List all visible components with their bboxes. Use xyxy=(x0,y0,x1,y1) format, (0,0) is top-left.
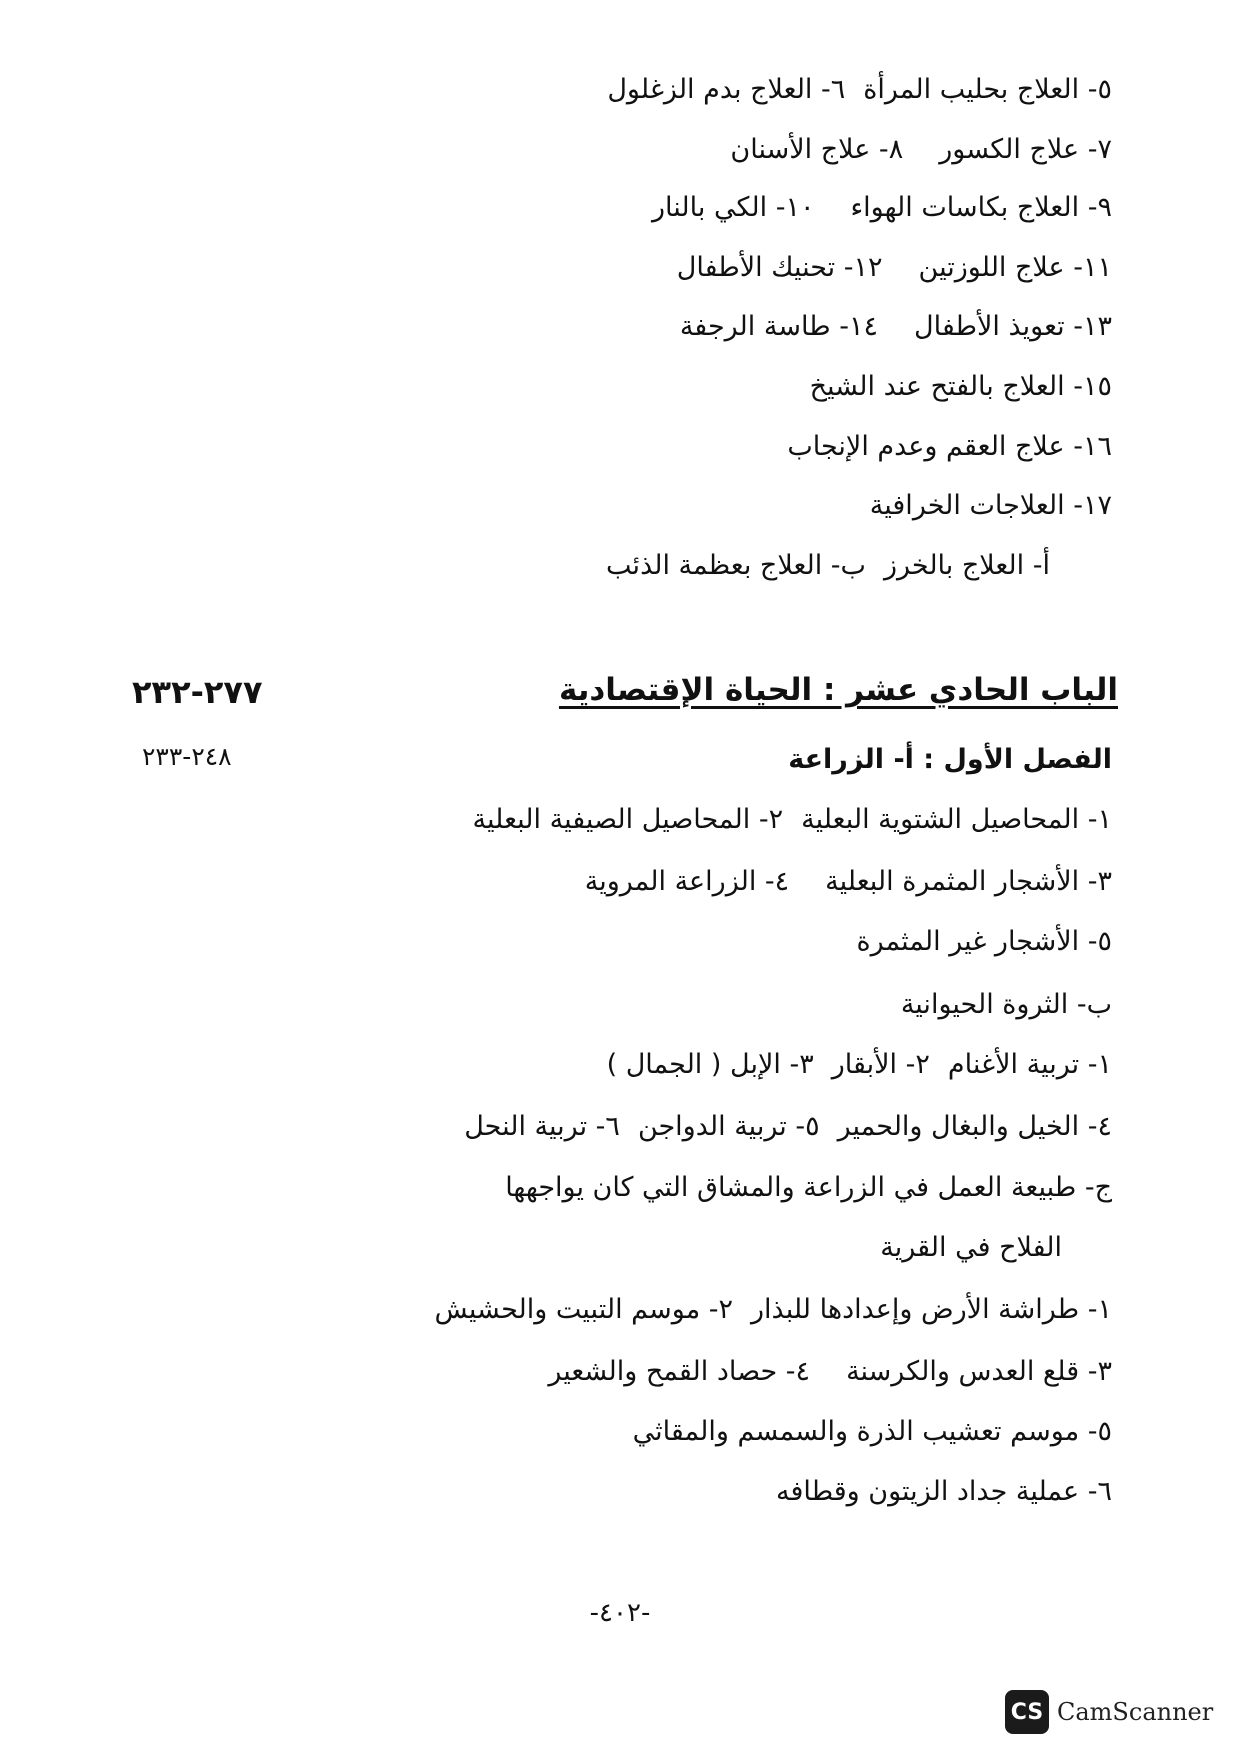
list-line xyxy=(606,546,1050,586)
list-entry: ١٦- علاج العقم وعدم الإنجاب xyxy=(787,431,1112,462)
list-line xyxy=(464,1107,1112,1147)
list-entry: ٢- الأبقار xyxy=(831,1049,930,1080)
list-line xyxy=(585,862,1112,902)
page-number: -٤٠٢- xyxy=(589,1598,651,1628)
list-line xyxy=(505,1168,1112,1208)
list-line xyxy=(607,70,1112,110)
list-entry: ٥- موسم تعشيب الذرة والسمسم والمقاثي xyxy=(632,1416,1112,1447)
list-entry: ٤- حصاد القمح والشعير xyxy=(548,1356,811,1387)
list-line xyxy=(730,130,1112,170)
list-line xyxy=(633,1412,1112,1452)
list-line xyxy=(880,1228,1062,1268)
list-entry: ٥- العلاج بحليب المرأة xyxy=(863,74,1112,105)
list-line xyxy=(607,1045,1112,1085)
list-entry: ب- العلاج بعظمة الذئب xyxy=(606,550,866,581)
list-entry: ٤- الزراعة المروية xyxy=(584,866,790,897)
list-entry: ٢- موسم التبيت والحشيش xyxy=(434,1294,733,1325)
list-entry: ١١- علاج اللوزتين xyxy=(918,252,1112,283)
list-entry: ٥- تربية الدواجن xyxy=(637,1111,820,1142)
list-entry: ١٥- العلاج بالفتح عند الشيخ xyxy=(809,371,1112,402)
list-entry: ١- طراشة الأرض وإعدادها للبذار xyxy=(751,1294,1112,1325)
list-line xyxy=(870,486,1112,526)
list-entry: ب- الثروة الحيوانية xyxy=(900,989,1112,1020)
list-entry: ٤- الخيل والبغال والحمير xyxy=(837,1111,1112,1142)
list-line xyxy=(677,248,1112,288)
list-entry: ٣- الإبل ( الجمال ) xyxy=(606,1049,814,1080)
list-entry: ٩- العلاج بكاسات الهواء xyxy=(850,192,1112,223)
list-line xyxy=(434,1290,1112,1330)
list-entry: ٦- تربية النحل xyxy=(464,1111,620,1142)
list-entry: الفلاح في القرية xyxy=(880,1232,1062,1263)
list-entry: ١٤- طاسة الرجفة xyxy=(679,311,878,342)
list-line xyxy=(856,922,1112,962)
section-title: الفصل الأول : أ- الزراعة xyxy=(788,744,1112,775)
list-entry: ١٠- الكي بالنار xyxy=(652,192,815,223)
list-line xyxy=(776,1472,1112,1512)
list-entry: ٥- الأشجار غير المثمرة xyxy=(856,926,1112,957)
camscanner-label: CamScanner xyxy=(1057,1698,1214,1726)
chapter-page-range: ٢٧٧-٢٣٢ xyxy=(132,673,263,711)
camscanner-watermark xyxy=(1005,1690,1213,1734)
list-line xyxy=(680,307,1112,347)
list-line xyxy=(787,427,1112,467)
list-entry: ٣- قلع العدس والكرسنة xyxy=(846,1356,1112,1387)
list-entry: ٨- علاج الأسنان xyxy=(730,134,904,165)
list-entry: أ- العلاج بالخرز xyxy=(883,550,1050,581)
list-entry: ٢- المحاصيل الصيفية البعلية xyxy=(472,804,784,835)
list-entry: ١٧- العلاجات الخرافية xyxy=(869,490,1112,521)
list-entry: ٦- العلاج بدم الزغلول xyxy=(607,74,846,105)
list-line xyxy=(548,1352,1112,1392)
list-line xyxy=(652,188,1112,228)
list-entry: ج- طبيعة العمل في الزراعة والمشاق التي كان يواجهها xyxy=(505,1172,1112,1203)
list-line xyxy=(473,800,1112,840)
section-title-line xyxy=(788,740,1112,780)
list-entry: ١٣- تعويذ الأطفال xyxy=(914,311,1112,342)
list-entry: ١- المحاصيل الشتوية البعلية xyxy=(801,804,1112,835)
section-page-range: ٢٤٨-٢٣٣ xyxy=(142,742,232,771)
list-line xyxy=(810,367,1112,407)
list-entry: ٦- عملية جداد الزيتون وقطافه xyxy=(775,1476,1112,1507)
list-line xyxy=(901,985,1112,1025)
list-entry: ١٢- تحنيك الأطفال xyxy=(676,252,883,283)
list-entry: ١- تربية الأغنام xyxy=(947,1049,1112,1080)
camscanner-logo-icon: CS xyxy=(1005,1690,1049,1734)
chapter-title: الباب الحادي عشر : الحياة الإقتصادية xyxy=(558,672,1118,708)
list-entry: ٧- علاج الكسور xyxy=(939,134,1112,165)
list-entry: ٣- الأشجار المثمرة البعلية xyxy=(825,866,1112,897)
